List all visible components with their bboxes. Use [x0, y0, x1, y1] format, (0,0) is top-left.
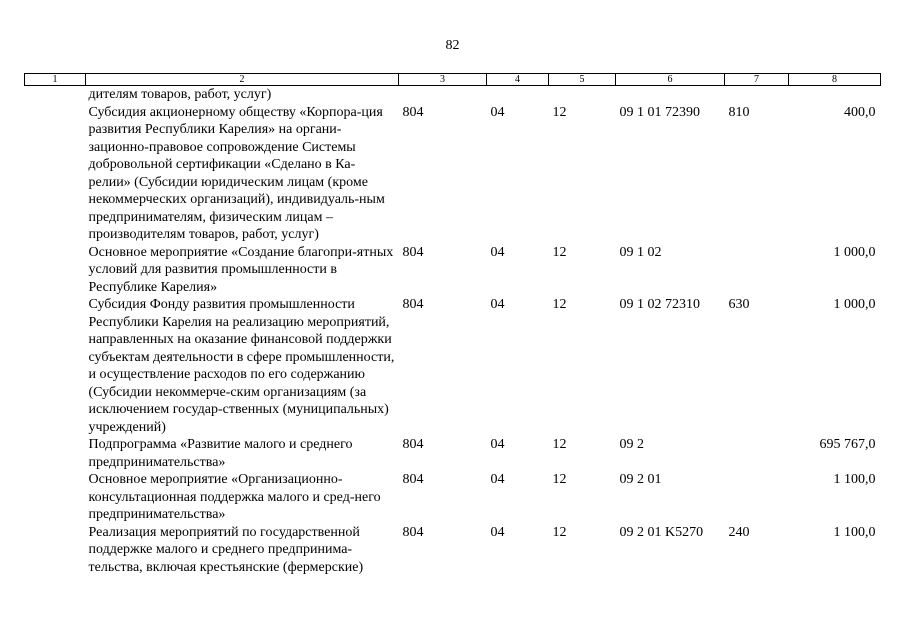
row-name: Субсидия Фонду развития промышленности Республики Карелия на реализацию мероприятий, направленных на оказание финансовой поддержки субъектам деятельности в сфере промышленности, и осуществление расходов по его содержанию (Субсидии некоммерче-ским организациям (за исключением государ-ственных (муниципальных) учреждений)	[88, 297, 395, 435]
column-header-5: 5	[549, 74, 616, 86]
row-ministry-code: 804	[402, 472, 424, 487]
row-ministry-code: 804	[402, 524, 424, 540]
row-target-code	[616, 86, 725, 104]
row-target-code: 09 2 01	[619, 472, 662, 487]
column-header-7: 7	[725, 74, 789, 86]
row-target-code: 09 2	[619, 437, 644, 452]
row-ministry-code	[399, 86, 487, 104]
table-row	[25, 524, 881, 577]
column-header-3: 3	[399, 74, 487, 86]
table-row	[25, 436, 881, 471]
row-amount	[789, 86, 881, 104]
page-number: 82	[445, 38, 460, 53]
row-subsection-code: 12	[552, 297, 567, 312]
row-amount: 400,0	[844, 104, 876, 120]
row-subsection-code: 12	[552, 472, 567, 487]
row-ministry-code: 804	[402, 437, 424, 452]
row-amount: 695 767,0	[819, 437, 876, 452]
row-name: дителям товаров, работ, услуг)	[88, 87, 272, 102]
column-number-header	[25, 74, 881, 86]
row-name: Основное мероприятие «Создание благопри-ятных условий для развития промышленности в Республике Карелия»	[88, 244, 394, 295]
row-target-code: 09 2 01 K5270	[619, 524, 704, 540]
row-expense-type: 810	[728, 104, 750, 120]
row-subsection-code	[549, 86, 616, 104]
column-header-6: 6	[616, 74, 725, 86]
row-section-code	[487, 86, 549, 104]
row-section-code: 04	[490, 437, 505, 452]
table-row	[25, 104, 881, 244]
table-row	[25, 471, 881, 524]
row-target-code: 09 1 01 72390	[619, 104, 700, 120]
column-header-8: 8	[789, 74, 881, 86]
row-name: Субсидия акционерному обществу «Корпора-ция развития Республики Карелия» на органи-зационно-правовое сопровождение Системы добровольной сертификации «Сделано в Ка-релии» (Субсидии юридическим лицам (кроме некоммерческих организаций), индивидуаль-ным предпринимателям, физическим лицам – производителям товаров, работ, услуг)	[88, 104, 385, 242]
row-amount: 1 000,0	[833, 297, 876, 312]
row-ministry-code: 804	[402, 104, 424, 120]
row-expense-type	[725, 436, 789, 471]
column-header-2: 2	[86, 74, 399, 86]
row-section-code: 04	[490, 297, 505, 312]
row-subsection-code: 12	[552, 524, 567, 540]
row-amount: 1 100,0	[833, 472, 876, 487]
column-header-1: 1	[25, 74, 86, 86]
row-subsection-code: 12	[552, 437, 567, 452]
row-section-code: 04	[490, 104, 505, 120]
table-row	[25, 244, 881, 297]
row-ministry-code: 804	[402, 297, 424, 312]
row-section-code: 04	[490, 244, 505, 260]
row-name: Подпрограмма «Развитие малого и среднего предпринимательства»	[88, 437, 353, 470]
row-target-code: 09 1 02	[619, 244, 662, 260]
row-amount: 1 000,0	[833, 244, 876, 260]
row-subsection-code: 12	[552, 244, 567, 260]
budget-table	[24, 73, 881, 576]
row-ministry-code: 804	[402, 244, 424, 260]
row-expense-type: 630	[728, 297, 750, 312]
row-amount: 1 100,0	[833, 524, 876, 540]
row-expense-type	[725, 86, 789, 104]
row-name: Реализация мероприятий по государственной поддержке малого и среднего предпринима-тельства, включая крестьянские (фермерские)	[88, 524, 364, 575]
table-row	[25, 86, 881, 104]
row-section-code: 04	[490, 524, 505, 540]
row-expense-type: 240	[728, 524, 750, 540]
row-section-code: 04	[490, 472, 505, 487]
row-target-code: 09 1 02 72310	[619, 297, 700, 312]
table-row	[25, 296, 881, 436]
row-subsection-code: 12	[552, 104, 567, 120]
row-expense-type	[725, 244, 789, 297]
column-header-4: 4	[487, 74, 549, 86]
row-expense-type	[725, 471, 789, 524]
row-name: Основное мероприятие «Организационно-консультационная поддержка малого и сред-него предпринимательства»	[88, 472, 381, 522]
